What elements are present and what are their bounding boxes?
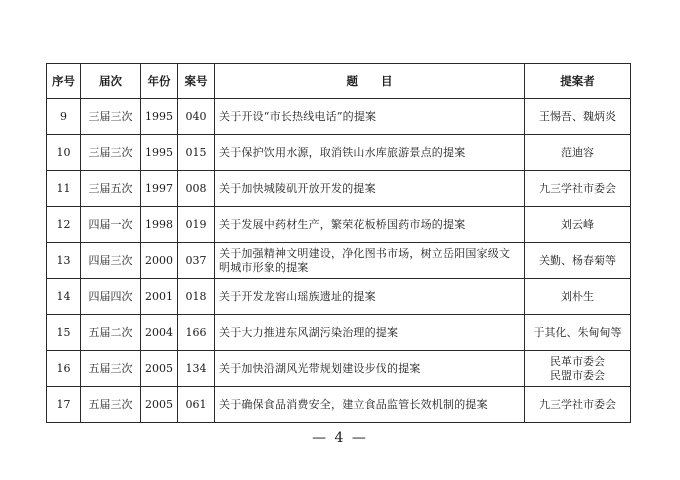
proposer-line: 于其化、朱甸甸等: [533, 325, 622, 339]
table-row: [47, 135, 631, 171]
cell-index: 14: [47, 279, 81, 315]
cell-proposer: [525, 315, 631, 351]
cell-session: 三届三次: [81, 135, 141, 171]
table-row: [47, 171, 631, 207]
cell-title: 关于确保食品消费安全，建立食品监管长效机制的提案: [215, 387, 525, 423]
header-case-no: 案号: [178, 64, 215, 99]
cell-session: 五届二次: [81, 315, 141, 351]
cell-index: 10: [47, 135, 81, 171]
cell-year: 1997: [141, 171, 178, 207]
header-proposer: 提案者: [525, 64, 631, 99]
table-row: [47, 279, 631, 315]
cell-proposer: [525, 351, 631, 387]
cell-session: 四届一次: [81, 207, 141, 243]
cell-title: 关于保护饮用水源，取消铁山水库旅游景点的提案: [215, 135, 525, 171]
proposer-line: 九三学社市委会: [539, 397, 616, 411]
proposal-table: [46, 63, 631, 423]
proposer-line: 关勤、杨春菊等: [539, 253, 616, 267]
cell-year: 1995: [141, 135, 178, 171]
cell-title: 关于加快沿湖风光带规划建设步伐的提案: [215, 351, 525, 387]
page-number: — 4 —: [312, 430, 368, 446]
cell-proposer: [525, 171, 631, 207]
cell-proposer: [525, 243, 631, 279]
cell-title: 关于开发龙窖山瑶族遗址的提案: [215, 279, 525, 315]
table-body: [47, 99, 631, 423]
cell-proposer: [525, 135, 631, 171]
table-row: [47, 207, 631, 243]
cell-year: 2005: [141, 351, 178, 387]
table-header-row: [47, 64, 631, 99]
cell-proposer: [525, 279, 631, 315]
proposer-line: 刘云峰: [561, 217, 594, 231]
cell-session: 三届三次: [81, 99, 141, 135]
proposer-line: 王惕吾、魏炳炎: [539, 109, 616, 123]
table-row: [47, 387, 631, 423]
cell-case-no: 015: [178, 135, 215, 171]
cell-proposer: [525, 387, 631, 423]
cell-title: 关于加快城陵矶开放开发的提案: [215, 171, 525, 207]
cell-session: 四届三次: [81, 243, 141, 279]
proposer-line: 刘朴生: [561, 289, 594, 303]
cell-case-no: 166: [178, 315, 215, 351]
cell-case-no: 018: [178, 279, 215, 315]
cell-index: 15: [47, 315, 81, 351]
cell-title: 关于发展中药材生产，繁荣花板桥国药市场的提案: [215, 207, 525, 243]
cell-index: 11: [47, 171, 81, 207]
cell-session: 四届四次: [81, 279, 141, 315]
cell-session: 三届五次: [81, 171, 141, 207]
cell-index: 16: [47, 351, 81, 387]
proposer-line: 民盟市委会: [550, 368, 605, 382]
cell-title: 关于开设“市长热线电话”的提案: [215, 99, 525, 135]
table-row: [47, 243, 631, 279]
proposer-line: 民革市委会: [550, 354, 605, 368]
cell-year: 1995: [141, 99, 178, 135]
proposer-line: 范迪容: [561, 145, 594, 159]
header-year: 年份: [141, 64, 178, 99]
cell-case-no: 134: [178, 351, 215, 387]
table-row: [47, 315, 631, 351]
cell-index: 17: [47, 387, 81, 423]
header-session: 届次: [81, 64, 141, 99]
cell-case-no: 019: [178, 207, 215, 243]
cell-title: 关于大力推进东风湖污染治理的提案: [215, 315, 525, 351]
cell-index: 12: [47, 207, 81, 243]
cell-session: 五届三次: [81, 351, 141, 387]
cell-session: 五届三次: [81, 387, 141, 423]
cell-case-no: 037: [178, 243, 215, 279]
proposer-line: 九三学社市委会: [539, 181, 616, 195]
cell-proposer: [525, 207, 631, 243]
cell-title: 关于加强精神文明建设，净化图书市场，树立岳阳国家级文明城市形象的提案: [215, 243, 525, 279]
cell-index: 9: [47, 99, 81, 135]
table-row: [47, 99, 631, 135]
cell-year: 2005: [141, 387, 178, 423]
cell-year: 2004: [141, 315, 178, 351]
cell-case-no: 008: [178, 171, 215, 207]
cell-year: 2001: [141, 279, 178, 315]
header-title: 题 目: [215, 64, 525, 99]
cell-index: 13: [47, 243, 81, 279]
header-index: 序号: [47, 64, 81, 99]
cell-case-no: 061: [178, 387, 215, 423]
cell-case-no: 040: [178, 99, 215, 135]
cell-proposer: [525, 99, 631, 135]
cell-year: 2000: [141, 243, 178, 279]
table-row: [47, 351, 631, 387]
cell-year: 1998: [141, 207, 178, 243]
